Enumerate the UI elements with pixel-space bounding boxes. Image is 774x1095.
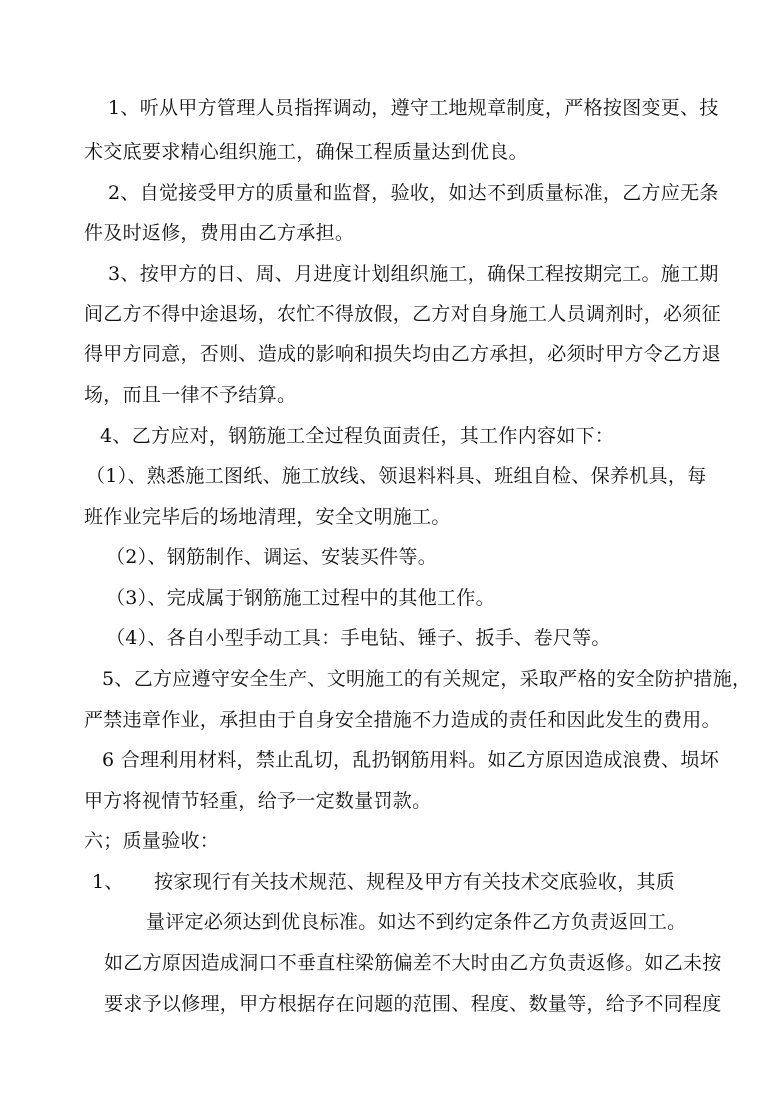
text-line: 场，而且一律不予结算。	[84, 384, 297, 406]
text-line: 班作业完毕后的场地清理，安全文明施工。	[84, 506, 451, 528]
text-line: （2）、钢筋制作、调运、安装买件等。	[106, 546, 437, 568]
text-line: （4）、各自小型手动工具：手电钻、锤子、扳手、卷尺等。	[106, 627, 611, 649]
section-heading: 六；质量验收：	[84, 830, 220, 852]
text-line: 件及时返修，费用由乙方承担。	[84, 222, 355, 244]
text-line: 要求予以修理，甲方根据存在问题的范围、程度、数量等，给予不同程度	[104, 993, 722, 1015]
text-line: 2、自觉接受甲方的质量和监督，验收，如达不到质量标准，乙方应无条	[108, 182, 719, 204]
item-number: 1、	[92, 871, 124, 893]
text-line: 3、按甲方的日、周、月进度计划组织施工，确保工程按期完工。施工期	[108, 263, 719, 285]
text-line: 4、乙方应对，钢筋施工全过程负面责任，其工作内容如下：	[100, 425, 615, 447]
text-line: （1）、熟悉施工图纸、施工放线、领退料料具、班组自检、保养机具，每	[86, 465, 707, 487]
text-line: 5、乙方应遵守安全生产、文明施工的有关规定，采取严格的安全防护措施，	[102, 668, 752, 690]
item-text: 按家现行有关技术规范、规程及甲方有关技术交底验收，其质	[154, 871, 676, 893]
text-line: 术交底要求精心组织施工，确保工程质量达到优良。	[84, 141, 528, 163]
text-line: 如乙方原因造成洞口不垂直柱梁筋偏差不大时由乙方负责返修。如乙未按	[104, 952, 722, 974]
text-line: 得甲方同意，否则、造成的影响和损失均由乙方承担，必须时甲方令乙方退	[84, 343, 721, 365]
text-line: 严禁违章作业，承担由于自身安全措施不力造成的责任和因此发生的费用。	[84, 709, 721, 731]
text-line: （3）、完成属于钢筋施工过程中的其他工作。	[106, 587, 495, 609]
text-line: 甲方将视情节轻重，给予一定数量罚款。	[84, 790, 432, 812]
numbered-line	[92, 870, 675, 894]
text-line: 6 合理利用材料，禁止乱切，乱扔钢筋用料。如乙方原因造成浪费、埙坏	[102, 749, 720, 771]
text-line: 量评定必须达到优良标准。如达不到约定条件乙方负责返回工。	[146, 911, 687, 933]
text-line: 间乙方不得中途退场，农忙不得放假，乙方对自身施工人员调剂时，必须征	[84, 303, 721, 325]
text-line: 1、听从甲方管理人员指挥调动，遵守工地规章制度，严格按图变更、技	[108, 97, 719, 119]
